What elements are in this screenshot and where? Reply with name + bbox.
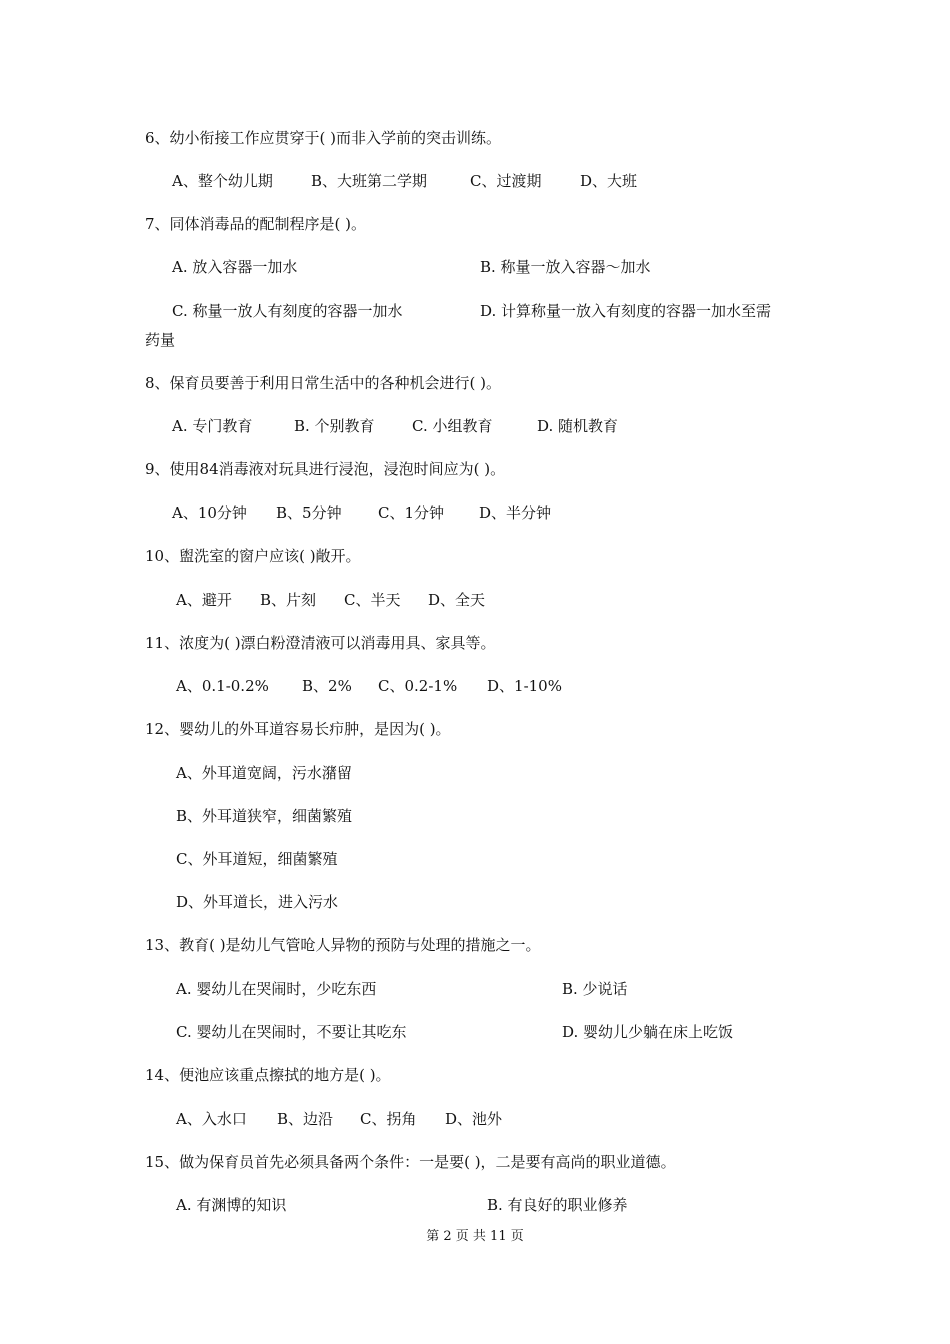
question-8-option-b: B. 个别教育 <box>294 417 375 435</box>
question-11-option-a: A、0.1-0.2% <box>176 677 269 695</box>
question-14-option-c: C、拐角 <box>360 1110 417 1128</box>
page-number-footer: 第 2 页 共 11 页 <box>426 1229 524 1244</box>
question-6-option-c: C、过渡期 <box>470 172 542 190</box>
question-7-option-a: A. 放入容器一加水 <box>172 258 298 276</box>
question-8-option-a: A. 专门教育 <box>172 417 253 435</box>
question-7-option-d: D. 计算称量一放入有刻度的容器一加水至需 <box>480 302 772 320</box>
question-9-option-c: C、1分钟 <box>378 504 445 522</box>
question-6-stem: 6、幼小衔接工作应贯穿于( )而非入学前的突击训练。 <box>145 129 502 147</box>
question-11-option-d: D、1-10% <box>487 677 562 695</box>
question-7-option-b: B. 称量一放入容器～加水 <box>480 258 651 276</box>
question-14-option-b: B、边沿 <box>277 1110 334 1128</box>
question-14-option-d: D、池外 <box>445 1110 503 1128</box>
question-15-option-b: B. 有良好的职业修养 <box>487 1196 628 1214</box>
question-8-stem: 8、保育员要善于利用日常生活中的各种机会进行( )。 <box>145 374 502 392</box>
question-11-stem: 11、浓度为( )漂白粉澄清液可以消毒用具、家具等。 <box>145 634 496 652</box>
question-13-option-d: D. 婴幼儿少躺在床上吃饭 <box>562 1023 734 1041</box>
question-7-option-d-wrap: 药量 <box>145 331 176 349</box>
question-10-option-c: C、半天 <box>344 591 401 609</box>
question-12-option-a: A、外耳道宽阔，污水潴留 <box>176 764 352 782</box>
question-9-option-b: B、5分钟 <box>276 504 342 522</box>
question-11-option-c: C、0.2-1% <box>378 677 458 695</box>
question-15-stem: 15、做为保育员首先必须具备两个条件：一是要( )，二是要有高尚的职业道德。 <box>145 1153 676 1171</box>
question-10-option-a: A、避开 <box>176 591 232 609</box>
question-13-option-a: A. 婴幼儿在哭闹时，少吃东西 <box>176 980 377 998</box>
question-6-option-a: A、整个幼儿期 <box>172 172 273 190</box>
question-10-option-d: D、全天 <box>428 591 486 609</box>
question-15-option-a: A. 有渊博的知识 <box>176 1196 287 1214</box>
question-11-option-b: B、2% <box>302 677 352 695</box>
question-12-option-b: B、外耳道狭窄，细菌繁殖 <box>176 807 353 825</box>
question-9-option-d: D、半分钟 <box>479 504 552 522</box>
question-7-stem: 7、同体消毒品的配制程序是( )。 <box>145 215 367 233</box>
question-7-option-c: C. 称量一放人有刻度的容器一加水 <box>172 302 403 320</box>
question-14-option-a: A、入水口 <box>176 1110 247 1128</box>
question-6-option-d: D、大班 <box>580 172 638 190</box>
question-12-option-c: C、外耳道短，细菌繁殖 <box>176 850 338 868</box>
question-13-option-b: B. 少说话 <box>562 980 628 998</box>
question-12-option-d: D、外耳道长，进入污水 <box>176 893 339 911</box>
question-14-stem: 14、便池应该重点擦拭的地方是( )。 <box>145 1066 391 1084</box>
question-8-option-c: C. 小组教育 <box>412 417 493 435</box>
question-6-option-b: B、大班第二学期 <box>311 172 428 190</box>
question-12-stem: 12、婴幼儿的外耳道容易长疖肿，是因为( )。 <box>145 720 451 738</box>
question-8-option-d: D. 随机教育 <box>537 417 619 435</box>
question-9-stem: 9、使用84消毒液对玩具进行浸泡，浸泡时间应为( )。 <box>145 460 506 478</box>
question-10-option-b: B、片刻 <box>260 591 317 609</box>
question-9-option-a: A、10分钟 <box>172 504 247 522</box>
question-13-option-c: C. 婴幼儿在哭闹时，不要让其吃东 <box>176 1023 407 1041</box>
question-10-stem: 10、盥洗室的窗户应该( )敞开。 <box>145 547 361 565</box>
question-13-stem: 13、教育( )是幼儿气管呛人异物的预防与处理的措施之一。 <box>145 936 541 954</box>
